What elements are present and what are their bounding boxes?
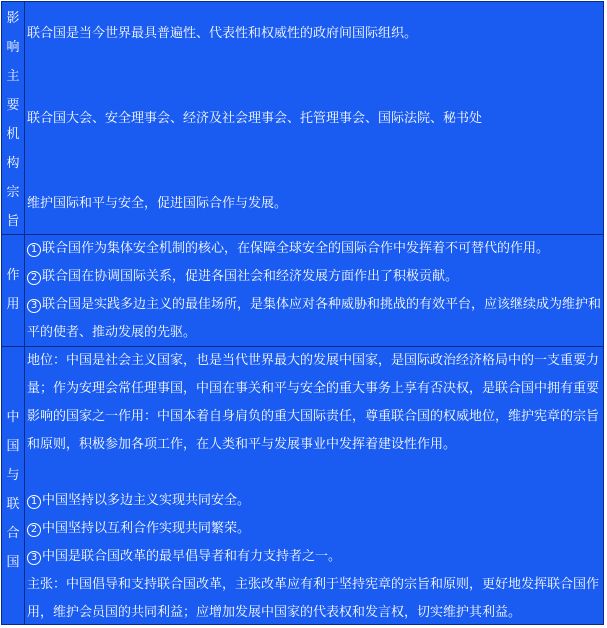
label-char: 作 — [6, 268, 20, 283]
role-item: 1 联合国作为集体安全机制的核心，在保障全球安全的国际合作中发挥着不可替代的作用。 — [27, 235, 601, 263]
number-badge: 3 — [27, 299, 41, 313]
china-status-text: 地位：中国是社会主义国家，也是当代世界最大的发展中国家，是国际政治经济格局中的一支重要力量；作为安理会常任理事国，中国在事关和平与安全的重大事务上享有否决权，是联合国中拥有重要影响的国家之一作用：中国本着自身肩负的重大国际责任，尊重联合国的权威地位，维护宪章的宗旨和原则，积极参加各项工作，在人类和平与发展事业中发挥着建设性作用。 — [27, 353, 600, 452]
label-char: 宗 — [6, 185, 20, 200]
label-char: 国 — [6, 439, 20, 454]
label-char: 主 — [6, 69, 20, 84]
label-char: 用 — [6, 297, 20, 312]
label-influence-organs-purpose — [2, 4, 24, 236]
label-char: 国 — [6, 555, 20, 570]
label-char: 联 — [6, 497, 20, 512]
number-badge: 3 — [27, 551, 41, 565]
label-char: 影 — [6, 11, 20, 26]
label-char: 机 — [6, 127, 20, 142]
number-badge: 1 — [27, 495, 41, 509]
label-char: 与 — [6, 468, 20, 483]
purpose-text: 维护国际和平与安全，促进国际合作与发展。 — [27, 196, 288, 211]
china-proposal-text: 主张：中国倡导和支持联合国改革，主张改革应有利于坚持宪章的宗旨和原则，更好地发挥联合国作用，维护会员国的共同利益；应增加发展中国家的代表权和发言权，切实维护其利益。 — [27, 577, 600, 620]
label-char: 构 — [6, 156, 20, 171]
label-char: 中 — [6, 410, 20, 425]
label-char: 旨 — [6, 214, 20, 229]
content-table — [1, 1, 604, 625]
label-char: 响 — [6, 40, 20, 55]
role-item: 2 联合国在协调国际关系，促进各国社会和经济发展方面作出了积极贡献。 — [27, 263, 601, 291]
number-badge: 1 — [27, 243, 41, 257]
label-char: 合 — [6, 526, 20, 541]
number-badge: 2 — [27, 271, 41, 285]
role-item: 3 联合国是实践多边主义的最佳场所，是集体应对各种威胁和挑战的有效平台，应该继续成为维护和平的使者、推动发展的先驱。 — [27, 297, 602, 340]
china-point: 1 中国坚持以多边主义实现共同安全。 — [27, 487, 601, 515]
label-char: 要 — [6, 98, 20, 113]
label-role — [2, 261, 24, 319]
influence-text: 联合国是当今世界最具普遍性、代表性和权威性的政府间国际组织。 — [27, 26, 418, 41]
number-badge: 2 — [27, 523, 41, 537]
china-point: 2 中国坚持以互利合作实现共同繁荣。 — [27, 515, 601, 543]
china-point: 3 中国是联合国改革的最早倡导者和有力支持者之一。 — [27, 543, 601, 571]
column-divider — [24, 2, 25, 624]
organs-text: 联合国大会、安全理事会、经济及社会理事会、托管理事会、国际法院、秘书处 — [27, 111, 483, 126]
label-china-and-un — [2, 403, 24, 577]
